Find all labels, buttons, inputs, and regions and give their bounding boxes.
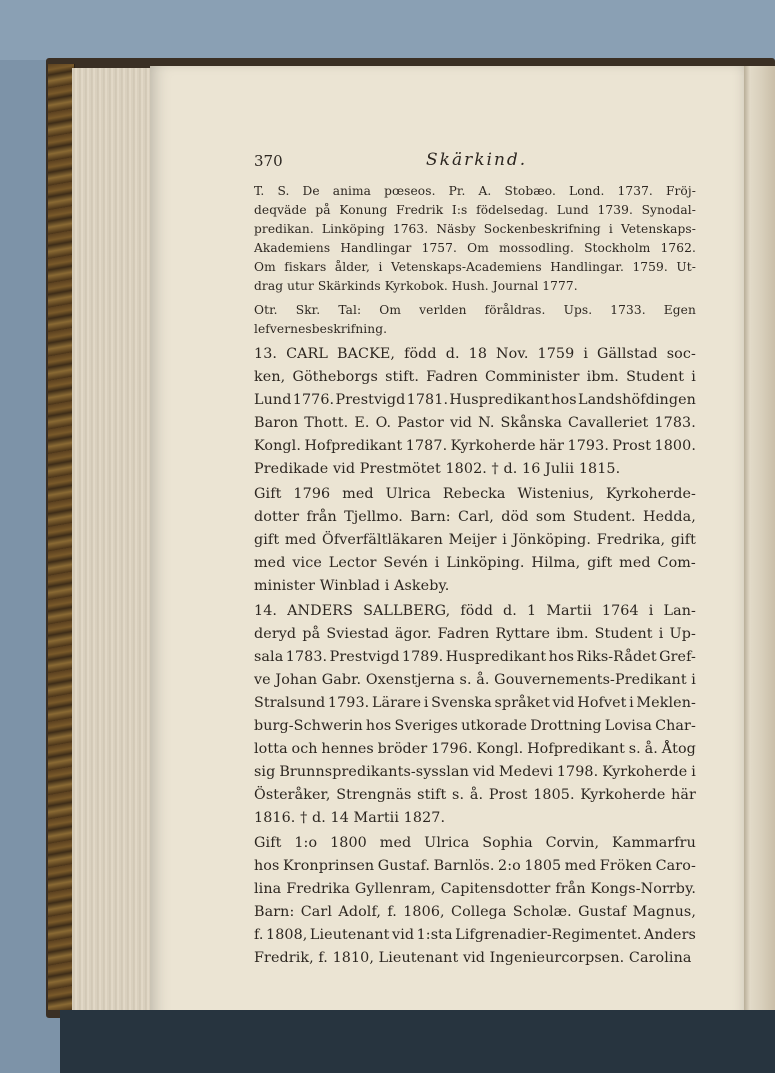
text-line: Stralsund 1793. Lärare i Svenska språket vid Hofvet i Meklen- bbox=[254, 695, 696, 711]
running-title: Skärkind. bbox=[426, 150, 528, 170]
text-line: predikan. Linköping 1763. Näsby Sockenbeskrifning i Vetenskaps- bbox=[254, 222, 696, 236]
text-line: ve Johan Gabr. Oxenstjerna s. å. Gouvernements-Predikant i bbox=[254, 672, 696, 688]
text-line: Fredrik, f. 1810, Lieutenant vid Ingenieurcorpsen. Carolina bbox=[254, 950, 692, 966]
text-line: Predikade vid Prestmötet 1802. † d. 16 Julii 1815. bbox=[254, 461, 621, 477]
text-line: gift med Öfverfältläkaren Meijer i Jönköping. Fredrika, gift bbox=[254, 532, 696, 548]
facing-page-edge bbox=[744, 66, 775, 1018]
table-shadow bbox=[60, 1010, 775, 1073]
text-line: Barn: Carl Adolf, f. 1806, Collega Scholæ. Gustaf Magnus, bbox=[254, 904, 696, 920]
text-line: 14. ANDERS SALLBERG, född d. 1 Martii 1764 i Lan- bbox=[254, 603, 696, 619]
text-line: T. S. De anima pœseos. Pr. A. Stobæo. Lond. 1737. Fröj- bbox=[254, 184, 696, 198]
page-edges bbox=[72, 68, 155, 1016]
text-line: dotter från Tjellmo. Barn: Carl, död som Student. Hedda, bbox=[254, 509, 696, 525]
text-line: Lund 1776. Prestvigd 1781. Huspredikant hos Landshöfdingen bbox=[254, 392, 696, 408]
text-line: deqväde på Konung Fredrik I:s födelsedag. Lund 1739. Synodal- bbox=[254, 203, 696, 217]
text-line: Gift 1:o 1800 med Ulrica Sophia Corvin, Kammarfru bbox=[254, 835, 696, 851]
text-line: deryd på Sviestad ägor. Fadren Ryttare ibm. Student i Up- bbox=[254, 626, 696, 642]
background-top bbox=[0, 0, 775, 60]
text-line: 1816. † d. 14 Martii 1827. bbox=[254, 810, 446, 826]
text-line: f. 1808, Lieutenant vid 1:sta Lifgrenadier-Regimentet. Anders bbox=[254, 927, 696, 943]
text-line: minister Winblad i Askeby. bbox=[254, 578, 450, 594]
text-line: Gift 1796 med Ulrica Rebecka Wistenius, Kyrkoherde- bbox=[254, 486, 696, 502]
text-line: ken, Götheborgs stift. Fadren Comminister ibm. Student i bbox=[254, 369, 696, 385]
text-line: lefvernesbeskrifning. bbox=[254, 322, 388, 336]
text-line: Baron Thott. E. O. Pastor vid N. Skånska Cavalleriet 1783. bbox=[254, 415, 696, 431]
text-line: Österåker, Strengnäs stift s. å. Prost 1805. Kyrkoherde här bbox=[254, 787, 696, 803]
text-line: 13. CARL BACKE, född d. 18 Nov. 1759 i Gällstad soc- bbox=[254, 346, 696, 362]
text-line: Akademiens Handlingar 1757. Om mossodling. Stockholm 1762. bbox=[254, 241, 696, 255]
text-line: burg-Schwerin hos Sveriges utkorade Drottning Lovisa Char- bbox=[254, 718, 696, 734]
page-number: 370 bbox=[254, 152, 283, 170]
text-line: Kongl. Hofpredikant 1787. Kyrkoherde här 1793. Prost 1800. bbox=[254, 438, 696, 454]
marbled-cover-edge bbox=[48, 64, 75, 1010]
text-line: sig Brunnspredikants-sysslan vid Medevi 1798. Kyrkoherde i bbox=[254, 764, 696, 780]
text-line: med vice Lector Sevén i Linköping. Hilma, gift med Com- bbox=[254, 555, 696, 571]
text-line: hos Kronprinsen Gustaf. Barnlös. 2:o 1805 med Fröken Caro- bbox=[254, 858, 696, 874]
text-line: Om fiskars ålder, i Vetenskaps-Academiens Handlingar. 1759. Ut- bbox=[254, 260, 696, 274]
text-line: sala 1783. Prestvigd 1789. Huspredikant hos Riks-Rådet Gref- bbox=[254, 649, 696, 665]
text-line: drag utur Skärkinds Kyrkobok. Hush. Journal 1777. bbox=[254, 279, 578, 293]
text-line: lina Fredrika Gyllenram, Capitensdotter från Kongs-Norrby. bbox=[254, 881, 696, 897]
text-line: Otr. Skr. Tal: Om verlden föråldras. Ups. 1733. Egen bbox=[254, 303, 696, 317]
text-line: lotta och hennes bröder 1796. Kongl. Hofpredikant s. å. Åtog bbox=[254, 741, 696, 757]
